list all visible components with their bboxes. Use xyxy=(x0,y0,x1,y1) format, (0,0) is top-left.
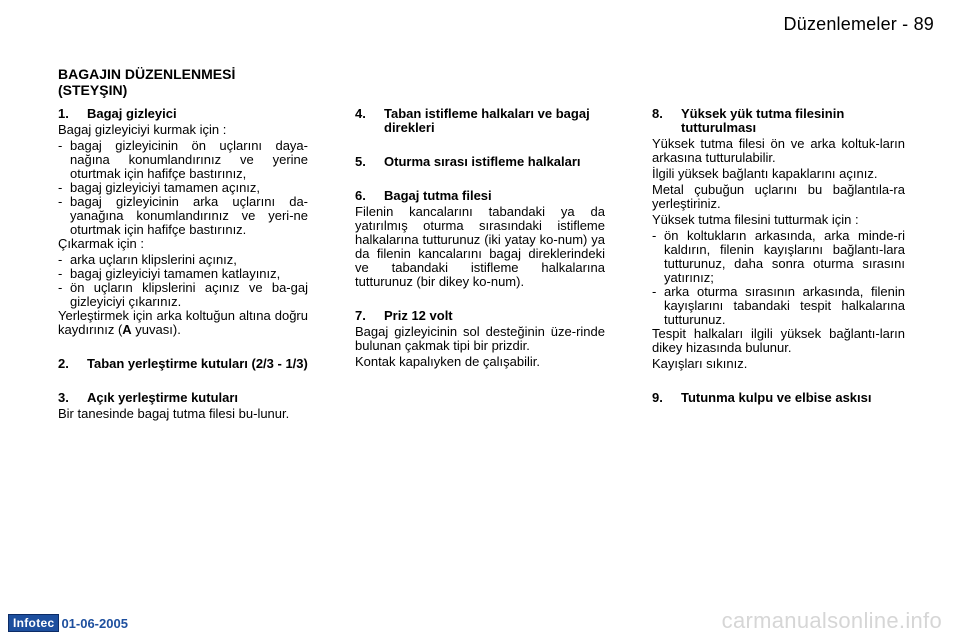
list-item xyxy=(58,195,308,237)
list-item xyxy=(58,253,308,267)
list-item-text: arka uçların klipslerini açınız, xyxy=(70,252,237,267)
footer-date: 01-06-2005 xyxy=(61,615,128,631)
heading-text: Taban yerleştirme kutuları (2/3 - 1/3) xyxy=(87,356,308,371)
spacer xyxy=(58,339,308,357)
heading-number: 4. xyxy=(355,106,366,121)
heading-text: Bagaj gizleyici xyxy=(87,106,177,121)
heading-3 xyxy=(58,391,308,405)
list-dash: - xyxy=(652,284,657,299)
heading-6 xyxy=(355,189,605,203)
slot-letter: A xyxy=(122,322,132,337)
heading-7 xyxy=(355,309,605,323)
paragraph: Metal çubuğun uçlarını bu bağlantıla-ra yerleştiriniz. xyxy=(652,182,905,211)
spacer xyxy=(58,373,308,391)
section-title-line2: (STEYŞIN) xyxy=(58,82,128,98)
paragraph: Bagaj gizleyiciyi kurmak için : xyxy=(58,122,227,137)
heading-text: Yüksek yük tutma filesinin tutturulması xyxy=(681,106,845,135)
paragraph: Filenin kancalarını tabandaki ya da yatırılmış oturma sırasındaki istifleme halkalarına tutturunuz (iki yatay ko-num) ya da filenin kancalarını bagaj direklerindeki ve tabandaki istifleme halkalarına tutturunuz (bir dikey ko-num). xyxy=(355,204,605,289)
list-item-text: bagaj gizleyiciyi tamamen açınız, xyxy=(70,180,261,195)
heading-text: Priz 12 volt xyxy=(384,308,453,323)
paragraph: Yüksek tutma filesi ön ve arka koltuk-ların arkasına tutturulabilir. xyxy=(652,136,905,165)
spacer xyxy=(355,171,605,189)
footer xyxy=(8,614,128,632)
paragraph: İlgili yüksek bağlantı kapaklarını açınız. xyxy=(652,166,878,181)
list-item xyxy=(58,139,308,181)
paragraph: Kontak kapalıyken de çalışabilir. xyxy=(355,354,540,369)
list-dash: - xyxy=(58,194,63,209)
list-item-text: ön uçların klipslerini açınız ve ba-gaj gizleyiciyi çıkarınız. xyxy=(70,280,308,309)
list-dash: - xyxy=(58,252,63,267)
heading-text: Oturma sırası istifleme halkaları xyxy=(384,154,581,169)
column-3 xyxy=(652,107,905,407)
list-dash: - xyxy=(58,266,63,281)
heading-number: 2. xyxy=(58,356,69,371)
paragraph-text: Yerleştirmek için arka koltuğun altına doğru kaydırınız ( xyxy=(58,308,308,337)
list-item xyxy=(652,285,905,327)
heading-number: 7. xyxy=(355,308,366,323)
paragraph: Bir tanesinde bagaj tutma filesi bu-lunur. xyxy=(58,406,290,421)
list-dash: - xyxy=(652,228,657,243)
list-item-text: arka oturma sırasının arkasında, filenin kayışlarını tabandaki tespit halkalarına tutturunuz. xyxy=(664,284,905,327)
list-dash: - xyxy=(58,138,63,153)
section-title-line1: BAGAJIN DÜZENLENMESİ xyxy=(58,66,236,82)
heading-4 xyxy=(355,107,605,135)
list-item-text: ön koltukların arkasında, arka minde-ri kaldırın, filenin kayışlarını bağlantı-lara tutturunuz, daha sonra oturma sırasını yatırınız; xyxy=(664,228,905,285)
section-title xyxy=(58,66,235,98)
heading-9 xyxy=(652,391,905,405)
list-dash: - xyxy=(58,180,63,195)
heading-text: Bagaj tutma filesi xyxy=(384,188,492,203)
paragraph: Bagaj gizleyicinin sol desteğinin üze-rinde bulunan çakmak tipi bir prizdir. xyxy=(355,324,605,353)
paragraph: Çıkarmak için : xyxy=(58,236,144,251)
list-item-text: bagaj gizleyicinin arka uçlarını da-yanağına konumlandırınız ve yeri-ne oturtmak için hafifçe bastırınız. xyxy=(70,194,308,237)
list-item xyxy=(58,181,308,195)
list-item xyxy=(58,267,308,281)
list-item xyxy=(652,229,905,285)
heading-text: Tutunma kulpu ve elbise askısı xyxy=(681,390,872,405)
heading-text: Taban istifleme halkaları ve bagaj direkleri xyxy=(384,106,590,135)
list-dash: - xyxy=(58,280,63,295)
heading-number: 9. xyxy=(652,390,663,405)
heading-5 xyxy=(355,155,605,169)
column-1 xyxy=(58,107,308,423)
paragraph: Tespit halkaları ilgili yüksek bağlantı-ların dikey hizasında bulunur. xyxy=(652,326,905,355)
heading-number: 6. xyxy=(355,188,366,203)
paragraph: Kayışları sıkınız. xyxy=(652,356,748,371)
spacer xyxy=(652,373,905,391)
list-item-text: bagaj gizleyiciyi tamamen katlayınız, xyxy=(70,266,281,281)
heading-number: 3. xyxy=(58,390,69,405)
spacer xyxy=(355,291,605,309)
paragraph xyxy=(58,309,308,337)
heading-8 xyxy=(652,107,905,135)
paragraph: Yüksek tutma filesini tutturmak için : xyxy=(652,212,859,227)
page-header-title: Düzenlemeler - 89 xyxy=(783,14,934,34)
heading-1 xyxy=(58,107,308,121)
watermark-text: carmanualsonline.info xyxy=(721,608,942,633)
list-item-text: bagaj gizleyicinin ön uçlarını daya-nağına konumlandırınız ve yerine oturtmak için hafifçe bastırınız, xyxy=(70,138,308,181)
list-item xyxy=(58,281,308,309)
spacer xyxy=(355,137,605,155)
paragraph-text: yuvası). xyxy=(131,322,181,337)
column-2 xyxy=(355,107,605,371)
heading-number: 8. xyxy=(652,106,663,121)
heading-2 xyxy=(58,357,308,371)
infotec-logo: Infotec xyxy=(8,614,59,632)
heading-number: 1. xyxy=(58,106,69,121)
heading-number: 5. xyxy=(355,154,366,169)
heading-text: Açık yerleştirme kutuları xyxy=(87,390,239,405)
